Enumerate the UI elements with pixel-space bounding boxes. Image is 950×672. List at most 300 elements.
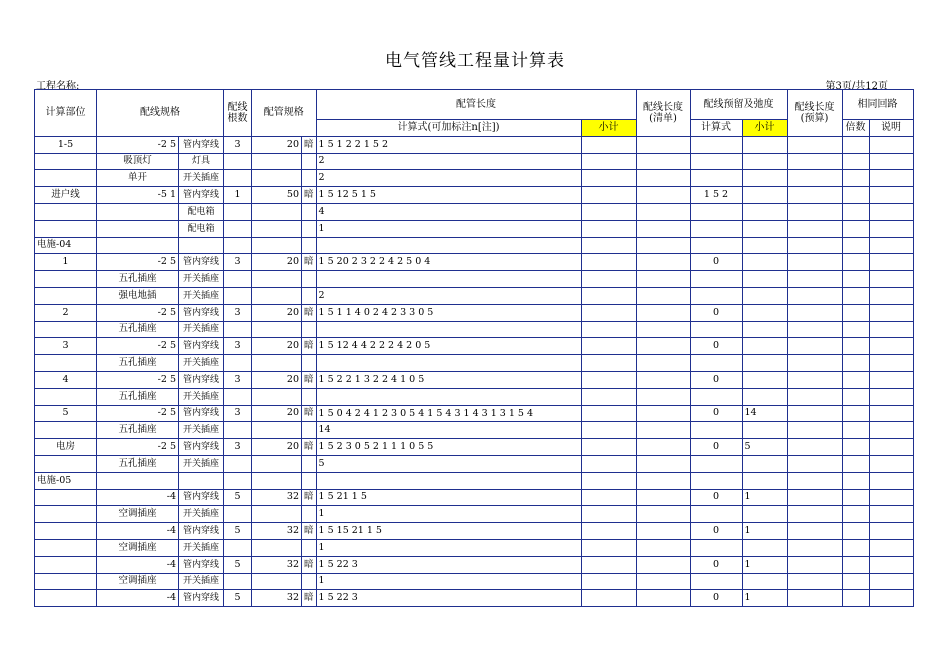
cell-wire-length-budget <box>787 187 842 204</box>
cell-subtotal <box>581 439 636 456</box>
cell-subtotal <box>581 489 636 506</box>
cell-wire-length-budget <box>787 271 842 288</box>
cell-wire-length-budget <box>787 304 842 321</box>
cell-conduit-size <box>252 220 302 237</box>
cell-spec: -2 5 <box>97 439 179 456</box>
cell-method: 开关插座 <box>179 170 224 187</box>
cell-formula: 14 <box>316 422 581 439</box>
header-formula: 计算式(可加标注n[注]) <box>316 120 581 137</box>
cell-part <box>35 489 97 506</box>
cell-wire-length-list <box>636 556 690 573</box>
cell-wire-length-budget <box>787 523 842 540</box>
cell-part <box>35 506 97 523</box>
cell-conduit-size <box>252 355 302 372</box>
cell-wire-length-budget <box>787 355 842 372</box>
cell-wire-length-list <box>636 136 690 153</box>
cell-conduit-size <box>252 455 302 472</box>
cell-lay-type: 暗 <box>302 304 317 321</box>
cell-multiple <box>842 287 869 304</box>
cell-wire-length-list <box>636 321 690 338</box>
cell-wire-length-budget <box>787 254 842 271</box>
cell-formula: 2 <box>316 287 581 304</box>
cell-reserve-subtotal <box>742 573 787 590</box>
cell-note <box>869 472 913 489</box>
cell-reserve-subtotal <box>742 187 787 204</box>
cell-part <box>35 556 97 573</box>
header-reserve: 配线预留及弛度 <box>690 90 787 120</box>
cell-wire-length-budget <box>787 489 842 506</box>
cell-lay-type <box>302 203 317 220</box>
cell-reserve-formula: 1 5 2 <box>690 187 742 204</box>
cell-wire-length-list <box>636 573 690 590</box>
cell-reserve-subtotal <box>742 388 787 405</box>
cell-wire-count: 3 <box>224 338 252 355</box>
cell-conduit-size <box>252 388 302 405</box>
cell-formula: 1 5 0 4 2 4 1 2 3 0 5 4 1 5 4 3 1 4 3 1 3 1 5 4 <box>316 405 581 422</box>
cell-part: 5 <box>35 405 97 422</box>
cell-spec: -2 5 <box>97 338 179 355</box>
cell-wire-count <box>224 287 252 304</box>
cell-lay-type <box>302 472 317 489</box>
cell-method: 开关插座 <box>179 573 224 590</box>
cell-method: 管内穿线 <box>179 523 224 540</box>
cell-wire-count: 1 <box>224 187 252 204</box>
cell-spec: -4 <box>97 523 179 540</box>
cell-part: 电施-05 <box>35 472 97 489</box>
cell-wire-count: 3 <box>224 371 252 388</box>
cell-multiple <box>842 556 869 573</box>
cell-spec: -4 <box>97 489 179 506</box>
cell-reserve-subtotal: 1 <box>742 489 787 506</box>
cell-wire-count <box>224 472 252 489</box>
cell-subtotal <box>581 422 636 439</box>
cell-spec <box>97 203 179 220</box>
cell-wire-count: 3 <box>224 439 252 456</box>
cell-formula <box>316 355 581 372</box>
cell-subtotal <box>581 573 636 590</box>
cell-note <box>869 170 913 187</box>
cell-multiple <box>842 187 869 204</box>
cell-spec: -4 <box>97 556 179 573</box>
cell-reserve-formula <box>690 355 742 372</box>
cell-reserve-subtotal <box>742 136 787 153</box>
cell-conduit-size: 20 <box>252 405 302 422</box>
cell-reserve-subtotal <box>742 472 787 489</box>
header-wire-length-budget: 配线长度(预算) <box>787 90 842 137</box>
cell-wire-length-list <box>636 455 690 472</box>
cell-lay-type <box>302 355 317 372</box>
cell-lay-type: 暗 <box>302 187 317 204</box>
cell-spec: -2 5 <box>97 371 179 388</box>
cell-reserve-formula <box>690 203 742 220</box>
cell-method: 配电箱 <box>179 220 224 237</box>
header-spec: 配线规格 <box>97 90 224 137</box>
cell-wire-length-budget <box>787 422 842 439</box>
cell-wire-length-budget <box>787 203 842 220</box>
cell-subtotal <box>581 304 636 321</box>
cell-note <box>869 439 913 456</box>
cell-reserve-subtotal <box>742 321 787 338</box>
cell-reserve-subtotal <box>742 455 787 472</box>
cell-note <box>869 254 913 271</box>
table-row <box>35 489 914 506</box>
cell-method: 管内穿线 <box>179 254 224 271</box>
table-row <box>35 355 914 372</box>
cell-method: 管内穿线 <box>179 439 224 456</box>
cell-spec: 五孔插座 <box>97 271 179 288</box>
cell-method <box>179 472 224 489</box>
cell-spec: 单开 <box>97 170 179 187</box>
cell-note <box>869 203 913 220</box>
cell-part <box>35 539 97 556</box>
cell-reserve-subtotal <box>742 287 787 304</box>
cell-part: 4 <box>35 371 97 388</box>
cell-reserve-subtotal <box>742 338 787 355</box>
cell-subtotal <box>581 506 636 523</box>
cell-reserve-formula <box>690 153 742 170</box>
cell-subtotal <box>581 388 636 405</box>
cell-wire-length-list <box>636 405 690 422</box>
cell-reserve-subtotal <box>742 220 787 237</box>
cell-wire-count: 5 <box>224 489 252 506</box>
cell-part <box>35 220 97 237</box>
table-row <box>35 153 914 170</box>
table-row <box>35 287 914 304</box>
cell-reserve-formula <box>690 472 742 489</box>
cell-wire-count <box>224 271 252 288</box>
cell-conduit-size: 20 <box>252 371 302 388</box>
cell-formula: 1 5 12 4 4 2 2 2 4 2 0 5 <box>316 338 581 355</box>
cell-wire-length-list <box>636 355 690 372</box>
cell-conduit-size: 20 <box>252 338 302 355</box>
cell-method: 管内穿线 <box>179 338 224 355</box>
cell-note <box>869 304 913 321</box>
cell-spec: -2 5 <box>97 304 179 321</box>
cell-reserve-subtotal <box>742 170 787 187</box>
cell-reserve-formula <box>690 539 742 556</box>
cell-method: 灯具 <box>179 153 224 170</box>
cell-note <box>869 287 913 304</box>
cell-subtotal <box>581 338 636 355</box>
cell-reserve-subtotal: 1 <box>742 556 787 573</box>
cell-method: 管内穿线 <box>179 371 224 388</box>
cell-wire-length-budget <box>787 506 842 523</box>
cell-formula: 1 5 15 21 1 5 <box>316 523 581 540</box>
cell-multiple <box>842 523 869 540</box>
cell-formula: 4 <box>316 203 581 220</box>
cell-reserve-formula: 0 <box>690 254 742 271</box>
cell-wire-length-budget <box>787 556 842 573</box>
cell-conduit-size: 32 <box>252 556 302 573</box>
cell-wire-count <box>224 573 252 590</box>
cell-formula: 1 5 2 3 0 5 2 1 1 1 0 5 5 <box>316 439 581 456</box>
cell-part <box>35 271 97 288</box>
cell-note <box>869 153 913 170</box>
cell-reserve-subtotal: 1 <box>742 590 787 607</box>
cell-method: 开关插座 <box>179 287 224 304</box>
cell-wire-length-list <box>636 153 690 170</box>
cell-multiple <box>842 472 869 489</box>
table-row <box>35 439 914 456</box>
table-row <box>35 388 914 405</box>
cell-note <box>869 187 913 204</box>
cell-reserve-subtotal <box>742 153 787 170</box>
cell-conduit-size: 20 <box>252 304 302 321</box>
cell-conduit-size: 32 <box>252 489 302 506</box>
cell-part: 1-5 <box>35 136 97 153</box>
cell-wire-count <box>224 321 252 338</box>
cell-formula: 1 5 22 3 <box>316 590 581 607</box>
cell-formula: 1 <box>316 539 581 556</box>
cell-conduit-size <box>252 573 302 590</box>
cell-formula: 5 <box>316 455 581 472</box>
cell-method: 管内穿线 <box>179 405 224 422</box>
cell-lay-type <box>302 321 317 338</box>
cell-note <box>869 590 913 607</box>
cell-formula: 1 5 1 2 2 1 5 2 <box>316 136 581 153</box>
cell-method: 开关插座 <box>179 388 224 405</box>
header-note: 说明 <box>869 120 913 137</box>
cell-wire-length-budget <box>787 539 842 556</box>
cell-multiple <box>842 489 869 506</box>
cell-method: 开关插座 <box>179 321 224 338</box>
cell-reserve-subtotal <box>742 422 787 439</box>
cell-note <box>869 338 913 355</box>
cell-spec: 五孔插座 <box>97 321 179 338</box>
cell-lay-type <box>302 422 317 439</box>
cell-wire-length-budget <box>787 170 842 187</box>
cell-reserve-formula <box>690 573 742 590</box>
cell-wire-length-list <box>636 388 690 405</box>
cell-note <box>869 422 913 439</box>
cell-formula: 1 5 20 2 3 2 2 4 2 5 0 4 <box>316 254 581 271</box>
cell-subtotal <box>581 523 636 540</box>
table-row <box>35 304 914 321</box>
table-body <box>35 136 914 606</box>
cell-subtotal <box>581 220 636 237</box>
cell-multiple <box>842 539 869 556</box>
cell-reserve-formula: 0 <box>690 371 742 388</box>
cell-lay-type <box>302 220 317 237</box>
cell-lay-type <box>302 170 317 187</box>
cell-method: 开关插座 <box>179 422 224 439</box>
cell-method: 管内穿线 <box>179 187 224 204</box>
cell-method: 管内穿线 <box>179 489 224 506</box>
cell-wire-count <box>224 506 252 523</box>
cell-wire-count: 3 <box>224 304 252 321</box>
cell-note <box>869 506 913 523</box>
cell-reserve-subtotal <box>742 506 787 523</box>
cell-spec: 五孔插座 <box>97 355 179 372</box>
cell-wire-length-budget <box>787 439 842 456</box>
cell-multiple <box>842 170 869 187</box>
cell-method: 管内穿线 <box>179 304 224 321</box>
cell-reserve-formula <box>690 321 742 338</box>
cell-multiple <box>842 590 869 607</box>
cell-subtotal <box>581 187 636 204</box>
cell-lay-type <box>302 237 317 254</box>
cell-reserve-formula <box>690 388 742 405</box>
cell-subtotal <box>581 355 636 372</box>
cell-wire-length-budget <box>787 321 842 338</box>
cell-formula <box>316 237 581 254</box>
cell-subtotal <box>581 287 636 304</box>
cell-reserve-subtotal: 5 <box>742 439 787 456</box>
cell-spec: 空调插座 <box>97 539 179 556</box>
cell-multiple <box>842 237 869 254</box>
cell-part <box>35 170 97 187</box>
cell-lay-type <box>302 271 317 288</box>
cell-wire-length-list <box>636 506 690 523</box>
cell-conduit-size: 20 <box>252 136 302 153</box>
cell-conduit-size <box>252 237 302 254</box>
cell-formula: 2 <box>316 153 581 170</box>
cell-lay-type: 暗 <box>302 254 317 271</box>
table-row <box>35 170 914 187</box>
cell-multiple <box>842 405 869 422</box>
cell-multiple <box>842 321 869 338</box>
header-wire-count: 配线根数 <box>224 90 252 137</box>
cell-wire-length-list <box>636 203 690 220</box>
cell-wire-count: 5 <box>224 523 252 540</box>
header-reserve-subtotal: 小计 <box>742 120 787 137</box>
cell-wire-length-list <box>636 489 690 506</box>
cell-reserve-subtotal <box>742 203 787 220</box>
table-row <box>35 573 914 590</box>
header-conduit-length: 配管长度 <box>316 90 636 120</box>
cell-spec: -5 1 <box>97 187 179 204</box>
table-row <box>35 556 914 573</box>
cell-wire-count <box>224 220 252 237</box>
cell-multiple <box>842 371 869 388</box>
cell-wire-length-list <box>636 254 690 271</box>
cell-multiple <box>842 254 869 271</box>
cell-wire-length-budget <box>787 405 842 422</box>
cell-reserve-formula: 0 <box>690 489 742 506</box>
cell-reserve-subtotal <box>742 371 787 388</box>
table-row <box>35 338 914 355</box>
cell-lay-type: 暗 <box>302 556 317 573</box>
cell-lay-type <box>302 539 317 556</box>
cell-wire-length-list <box>636 271 690 288</box>
cell-formula: 1 5 2 2 1 3 2 2 4 1 0 5 <box>316 371 581 388</box>
cell-note <box>869 539 913 556</box>
cell-part <box>35 203 97 220</box>
cell-wire-count <box>224 237 252 254</box>
cell-wire-length-list <box>636 539 690 556</box>
cell-wire-length-budget <box>787 287 842 304</box>
cell-note <box>869 321 913 338</box>
cell-method: 管内穿线 <box>179 556 224 573</box>
cell-subtotal <box>581 271 636 288</box>
table-row <box>35 506 914 523</box>
sheet-title: 电气管线工程量计算表 <box>385 51 565 71</box>
cell-spec: 强电地插 <box>97 287 179 304</box>
cell-reserve-formula: 0 <box>690 338 742 355</box>
cell-note <box>869 556 913 573</box>
cell-wire-count <box>224 422 252 439</box>
cell-reserve-formula: 0 <box>690 590 742 607</box>
cell-wire-length-list <box>636 371 690 388</box>
cell-wire-length-list <box>636 237 690 254</box>
cell-subtotal <box>581 136 636 153</box>
cell-wire-length-list <box>636 472 690 489</box>
cell-subtotal <box>581 203 636 220</box>
table-row <box>35 136 914 153</box>
cell-method: 开关插座 <box>179 271 224 288</box>
cell-reserve-subtotal: 14 <box>742 405 787 422</box>
cell-conduit-size <box>252 321 302 338</box>
cell-lay-type: 暗 <box>302 371 317 388</box>
cell-subtotal <box>581 321 636 338</box>
cell-wire-length-list <box>636 187 690 204</box>
cell-wire-length-budget <box>787 371 842 388</box>
cell-spec: -2 5 <box>97 405 179 422</box>
cell-part <box>35 455 97 472</box>
cell-part: 电施-04 <box>35 237 97 254</box>
cell-multiple <box>842 455 869 472</box>
cell-note <box>869 523 913 540</box>
cell-part <box>35 590 97 607</box>
cell-conduit-size: 32 <box>252 523 302 540</box>
cell-wire-length-list <box>636 439 690 456</box>
cell-conduit-size: 50 <box>252 187 302 204</box>
cell-wire-count <box>224 388 252 405</box>
cell-reserve-subtotal <box>742 539 787 556</box>
cell-conduit-size <box>252 170 302 187</box>
cell-conduit-size <box>252 287 302 304</box>
cell-wire-length-budget <box>787 455 842 472</box>
cell-subtotal <box>581 170 636 187</box>
cell-lay-type <box>302 573 317 590</box>
cell-spec: 五孔插座 <box>97 455 179 472</box>
cell-method: 管内穿线 <box>179 590 224 607</box>
cell-wire-length-budget <box>787 136 842 153</box>
cell-part: 1 <box>35 254 97 271</box>
cell-reserve-subtotal <box>742 304 787 321</box>
cell-lay-type <box>302 287 317 304</box>
cell-spec: -4 <box>97 590 179 607</box>
header-part: 计算部位 <box>35 90 97 137</box>
table-row <box>35 523 914 540</box>
cell-lay-type: 暗 <box>302 136 317 153</box>
cell-method: 开关插座 <box>179 539 224 556</box>
cell-formula: 2 <box>316 170 581 187</box>
cell-reserve-subtotal <box>742 355 787 372</box>
cell-note <box>869 388 913 405</box>
cell-spec: 吸顶灯 <box>97 153 179 170</box>
cell-wire-length-budget <box>787 338 842 355</box>
cell-multiple <box>842 203 869 220</box>
cell-reserve-formula <box>690 422 742 439</box>
cell-conduit-size <box>252 472 302 489</box>
cell-part <box>35 388 97 405</box>
cell-reserve-formula: 0 <box>690 523 742 540</box>
cell-formula: 1 <box>316 573 581 590</box>
cell-wire-length-list <box>636 422 690 439</box>
cell-subtotal <box>581 254 636 271</box>
cell-reserve-subtotal <box>742 237 787 254</box>
cell-wire-length-budget <box>787 573 842 590</box>
header-wire-length-list: 配线长度(清单) <box>636 90 690 137</box>
cell-part <box>35 523 97 540</box>
cell-multiple <box>842 304 869 321</box>
cell-method <box>179 237 224 254</box>
cell-wire-count: 5 <box>224 556 252 573</box>
cell-note <box>869 489 913 506</box>
cell-part <box>35 573 97 590</box>
cell-wire-count: 5 <box>224 590 252 607</box>
